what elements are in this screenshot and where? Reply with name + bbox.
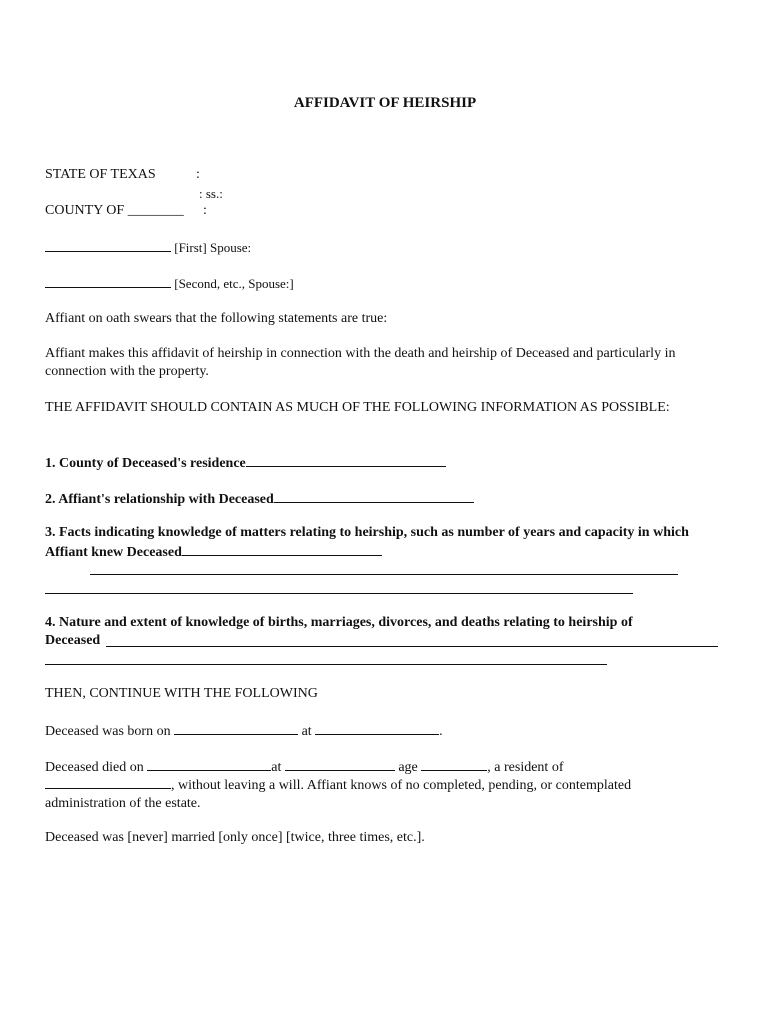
born-prefix: Deceased was born on bbox=[45, 724, 171, 739]
item-3-blank[interactable] bbox=[182, 542, 382, 556]
item-1-blank[interactable] bbox=[246, 453, 446, 467]
birth-date-blank[interactable] bbox=[174, 721, 298, 735]
continue-heading: THEN, CONTINUE WITH THE FOLLOWING bbox=[45, 686, 318, 701]
item-3-answer-line-1[interactable] bbox=[90, 574, 678, 575]
spouse-first-line bbox=[45, 238, 251, 257]
born-line bbox=[45, 721, 443, 741]
born-at: at bbox=[301, 724, 312, 739]
died-rest: , without leaving a will. Affiant knows of no completed, pending, or contemplated administration of the estate. bbox=[45, 778, 632, 811]
died-resident: , a resident of bbox=[487, 760, 564, 775]
state-label: STATE OF TEXAS bbox=[45, 167, 156, 182]
item-3 bbox=[45, 524, 715, 562]
death-date-blank[interactable] bbox=[147, 757, 271, 771]
residence-blank[interactable] bbox=[45, 775, 171, 789]
marriage-statement: Deceased was [never] married [only once] [twice, three times, etc.]. bbox=[45, 830, 425, 845]
birth-place-blank[interactable] bbox=[315, 721, 439, 735]
item-4 bbox=[45, 614, 685, 650]
died-at: at bbox=[271, 760, 282, 775]
venue-colon: : bbox=[196, 167, 200, 182]
item-1 bbox=[45, 453, 446, 473]
died-prefix: Deceased died on bbox=[45, 760, 144, 775]
item-4-answer-line-2[interactable] bbox=[45, 664, 607, 665]
instruction-paragraph: THE AFFIDAVIT SHOULD CONTAIN AS MUCH OF THE FOLLOWING INFORMATION AS POSSIBLE: bbox=[45, 400, 670, 415]
death-place-blank[interactable] bbox=[285, 757, 395, 771]
died-continuation bbox=[45, 775, 685, 813]
county-label: COUNTY OF ________ bbox=[45, 203, 184, 218]
died-age: age bbox=[398, 760, 418, 775]
ss-label: : ss.: bbox=[199, 186, 223, 201]
item-1-label: 1. County of Deceased's residence bbox=[45, 456, 246, 471]
item-2-blank[interactable] bbox=[274, 489, 474, 503]
item-4-answer-line-1[interactable] bbox=[106, 646, 718, 647]
died-line bbox=[45, 757, 563, 777]
oath-statement: Affiant on oath swears that the following statements are true: bbox=[45, 311, 388, 326]
document-title: AFFIDAVIT OF HEIRSHIP bbox=[293, 95, 477, 111]
spouse-second-line bbox=[45, 274, 294, 293]
item-4-label: 4. Nature and extent of knowledge of births, marriages, divorces, and deaths relating to heirship of Deceased bbox=[45, 615, 633, 648]
age-blank[interactable] bbox=[421, 757, 487, 771]
born-end: . bbox=[439, 724, 443, 739]
spouse-first-label: [First] Spouse: bbox=[174, 240, 252, 255]
spouse-second-label: [Second, etc., Spouse:] bbox=[174, 276, 294, 291]
connection-paragraph: Affiant makes this affidavit of heirship in connection with the death and heirship of Deceased and particularly in connection with the property. bbox=[45, 346, 676, 379]
item-2-label: 2. Affiant's relationship with Deceased bbox=[45, 492, 274, 507]
spouse-second-blank[interactable] bbox=[45, 274, 171, 288]
item-3-label: 3. Facts indicating knowledge of matters relating to heirship, such as number of years and capacity in which Affiant knew Deceased bbox=[45, 525, 689, 560]
item-2 bbox=[45, 489, 474, 509]
spouse-first-blank[interactable] bbox=[45, 238, 171, 252]
item-3-answer-line-2[interactable] bbox=[45, 593, 633, 594]
venue-colon-2: : bbox=[203, 203, 207, 218]
